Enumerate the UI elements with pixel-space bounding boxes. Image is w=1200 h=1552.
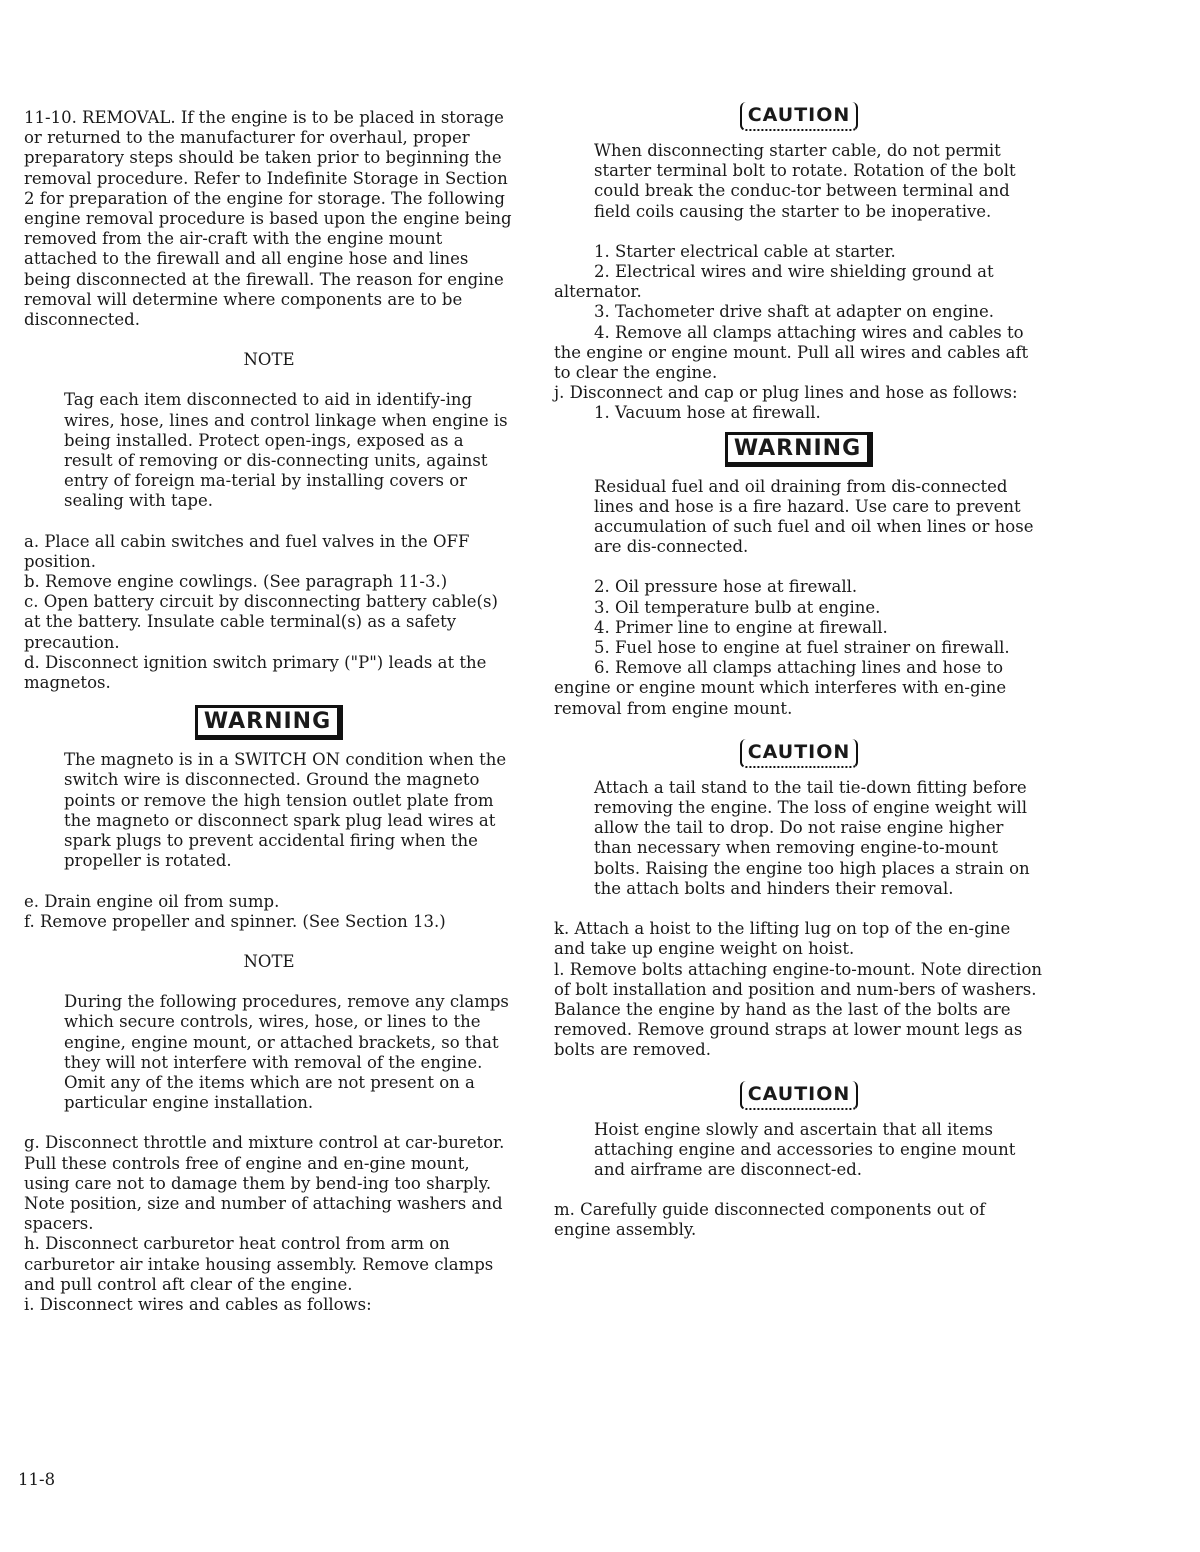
step-h: h. Disconnect carburetor heat control from arm on carburetor air intake housing assembly. Remove clamps and pull control aft clear of the engine. [24,1234,494,1294]
wire-item-1: 1. Starter electrical cable at starter. [594,241,896,261]
step-b: b. Remove engine cowlings. (See paragraph 11-3.) [24,572,448,592]
line-item-6: 6. Remove all clamps attaching lines and hose to engine or engine mount which interferes with en-gine removal from engine mount. [554,658,1007,718]
removal-intro-paragraph: 11-10. REMOVAL. If the engine is to be placed in storage or returned to the manufacturer for overhaul, proper preparatory steps should be taken prior to beginning the removal procedure. Refer to Indefinite Storage in Section 2 for preparation of the engine for storage. The following engine removal procedure is based upon the engine being removed from the air-craft with the engine mount attached to the firewall and all engine hose and lines being disconnected at the firewall. The reason for engine removal will determine where components are to be disconnected. [24,108,512,330]
line-item-4: 4. Primer line to engine at firewall. [594,617,888,637]
caution-badge: CAUTION [740,1081,859,1110]
wire-item-3: 3. Tachometer drive shaft at adapter on engine. [594,302,994,322]
caution-text: Attach a tail stand to the tail tie-down fitting before removing the engine. The loss of engine weight will allow the tail to drop. Do not raise engine higher than necessary when removing engine-to-mount bolts. Raising the engine too high places a strain on the attach bolts and hinders their removal. [594,777,1030,898]
caution-badge: CAUTION [740,739,859,768]
step-j: j. Disconnect and cap or plug lines and hose as follows: [554,383,1018,403]
wire-item-2: 2. Electrical wires and wire shielding ground at alternator. [554,262,994,302]
line-item-3: 3. Oil temperature bulb at engine. [594,597,881,617]
caution-text: Hoist engine slowly and ascertain that all items attaching engine and accessories to engine mount and airframe are disconnect-ed. [594,1119,1016,1179]
step-c: c. Open battery circuit by disconnecting battery cable(s) at the battery. Insulate cable terminal(s) as a safety precaution. [24,592,498,652]
left-column [24,108,514,1315]
step-d: d. Disconnect ignition switch primary ("P") leads at the magnetos. [24,652,487,693]
caution-text: When disconnecting starter cable, do not permit starter terminal bolt to rotate. Rotation of the bolt could break the conduc-tor between terminal and field coils causing the starter to be inoperative. [594,141,1016,221]
note-text: Tag each item disconnected to aid in identify-ing wires, hose, lines and control linkage when engine is being installed. Protect open-ings, exposed as a result of removing or dis-connecting units, against entry of foreign ma-terial by installing covers or sealing with tape. [64,390,508,511]
step-a: a. Place all cabin switches and fuel valves in the OFF position. [24,531,470,571]
caution-badge: CAUTION [740,102,859,131]
step-f: f. Remove propeller and spinner. (See Section 13.) [24,911,446,931]
right-column [554,104,1044,1241]
warning-text: Residual fuel and oil draining from dis-connected lines and hose is a fire hazard. Use care to prevent accumulation of such fuel and oil when lines or hose are dis-connected. [594,476,1034,557]
step-g: g. Disconnect throttle and mixture control at car-buretor. Pull these controls free of engine and en-gine mount, using care not to damage them by bend-ing too sharply. Note position, size and number of attaching washers and spacers. [24,1133,505,1234]
note-text: During the following procedures, remove any clamps which secure controls, wires, hose, or lines to the engine, engine mount, or attached brackets, so that they will not interfere with removal of the engine. Omit any of the items which are not present on a particular engine installation. [64,992,509,1113]
step-l: l. Remove bolts attaching engine-to-mount. Note direction of bolt installation and position and num-bers of washers. Balance the engine by hand as the last of the bolts are removed. Remove ground straps at lower mount legs as bolts are removed. [554,959,1042,1060]
step-k: k. Attach a hoist to the lifting lug on top of the en-gine and take up engine weight on hoist. [554,919,1011,959]
line-item-5: 5. Fuel hose to engine at fuel strainer on firewall. [594,638,1010,658]
warning-text: The magneto is in a SWITCH ON condition when the switch wire is disconnected. Ground the magneto points or remove the high tension outlet plate from the magneto or disconnect spark plug lead wires at spark plugs to prevent accidental firing when the propeller is rotated. [64,750,507,871]
note-heading: NOTE [243,350,295,370]
line-item-1: 1. Vacuum hose at firewall. [594,403,821,423]
warning-badge: WARNING [195,705,343,740]
step-e: e. Drain engine oil from sump. [24,891,280,911]
warning-badge: WARNING [725,432,873,467]
wire-item-4: 4. Remove all clamps attaching wires and cables to the engine or engine mount. Pull all wires and cables aft to clear the engine. [554,322,1029,383]
step-i: i. Disconnect wires and cables as follows: [24,1294,372,1314]
line-item-2: 2. Oil pressure hose at firewall. [594,577,858,597]
page-number: 11-8 [18,1470,56,1489]
step-m: m. Carefully guide disconnected components out of engine assembly. [554,1200,986,1240]
note-heading: NOTE [243,951,295,971]
